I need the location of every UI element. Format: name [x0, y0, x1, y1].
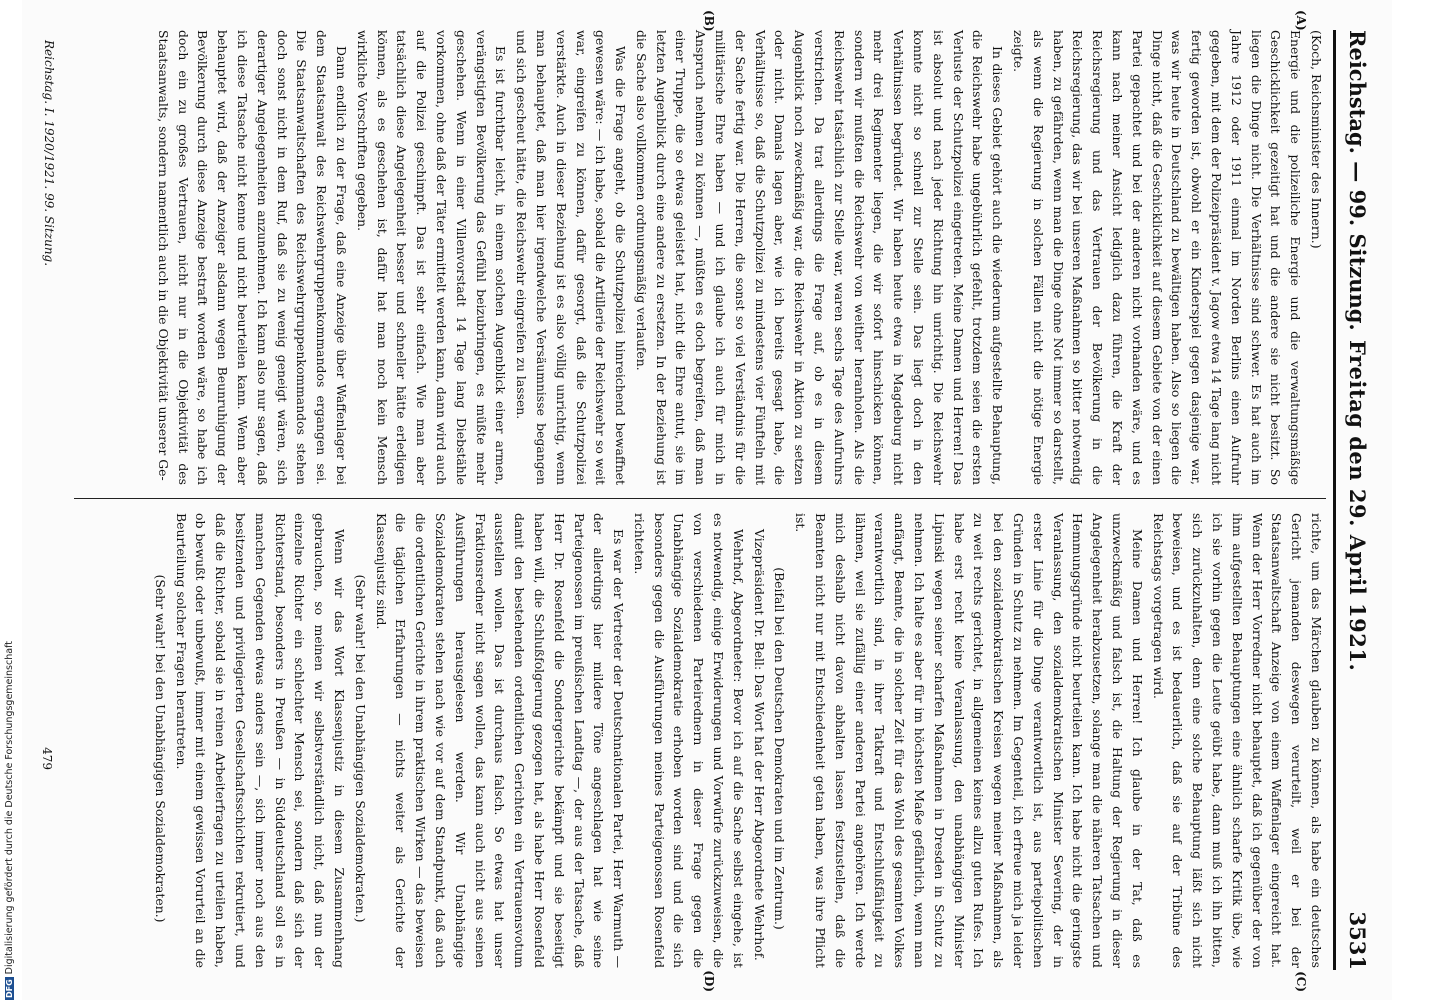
paragraph: Wenn wir das Wort Klassenjustiz in diesem Zusammenhang gebrauchen, so meinen wir selbstverständlich nicht, daß nun der einzelne Richter ein schlechter Mensch sei, sondern daß sich der Richterstand, besonders in Preußen — in Süddeutschland soll es in manchen Gegenden etwas anders sein —, sich immer noch aus den besitzenden und privilegierten Gesellschaftsschichten rekrutiert, und daß die Richter, sobald sie in reinen Arbeiterfragen zu urteilen haben, ob bewußt oder unbewußt, immer mit einem gewissen Vorurteil an die Beurteilung solcher Fragen herantreten. — [173, 513, 347, 968]
left-column — [152, 30, 1326, 485]
header-date: Freitag den 29. April 1921. — [1345, 340, 1370, 672]
paragraph: In dieses Gebiet gehört auch die wiederum aufgestellte Behauptung, die Reichswehr habe ungebührlich gefehlt, trotzdem seien die ersten Verluste der Schutzpolizei eingetreten. Meine Damen und Herren! Das ist absolut und nach jeder Richtung hin unrichtig. Die Reichswehr konnte nicht so schnell zur Stelle sein. Das liegt doch in den Verhältnissen begründet. Wir haben heute etwa in Magdeburg nicht mehr drei Regimenter liegen, die wir sofort hinschicken können, sondern wir mußten die Reichswehr von weither heranholen. Als die Reichswehr tatsächlich zur Stelle war, waren sechs Tage des Aufruhrs verstrichen. Da trat allerdings die Frage auf, ob es in diesem Augenblick noch zweckmäßig war, die Reichswehr in Aktion zu setzen oder nicht. Damals lagen aber, wie ich bereits gesagt habe, die Verhältnisse so, daß die Schutzpolizei zu mindestens vier Fünfteln mit der Sache fertig war. Die Herren, die sonst so viel Verständnis für die militärische Ehre haben — und ich glaube ich auch für mich in Anspruch nehmen zu können —, müßten es doch begreifen, daß man einer Truppe, die so etwas geleistet hat, nicht die Ehre antut, sie im letzten Augenblick durch eine andere zu ersetzen. In der Beziehung ist die Sache also vollkommen ordnungsmäßig verlaufen. — [633, 30, 1006, 485]
right-column — [149, 513, 1326, 968]
paragraph: richte, um das Märchen glauben zu können, als habe ein deutsches Gericht jemanden deswegen verurteilt, weil er bei der Staatsanwaltschaft Anzeige von einem Waffenlager eingereicht hat. Wenn der Herr Vorredner nicht behauptet, daß ich gegenüber der von ihm aufgestellten Behauptungen eine ähnlich scharfe Kritik übe, wie ich sie vorhin gegen die Leute geübt habe, dann muß ich ihn bitten, sich zurückzuhalten, denn eine solche Behauptung läßt sich nicht beweisen, und es ist bedauerlich, daß sie auf der Tribüne des Reichstags vorgetragen wird. — [1150, 513, 1324, 968]
margin-mark-a: (A) — [1294, 10, 1308, 31]
interjection: (Sehr wahr! bei den Unabhängigen Sozialdemokraten.) — [152, 574, 168, 923]
digitization-credit — [4, 600, 18, 1000]
paragraph: Was die Frage angeht, ob die Schutzpolizei hinreichend bewaffnet gewesen wäre: — ich habe, sobald die Artillerie der Reichswehr so weit war, eingreifen zu können, dafür gesorgt, daß die Schutzpolizei verstärkte. Auch in dieser Beziehung ist es also völlig unrichtig, wenn man behauptet, daß man hier irgendwelche Versäumnisse begangen und sich gescheut hätte, die Reichswehr eingreifen zu lassen. — [514, 30, 629, 485]
header-page-number: 3531 — [1345, 911, 1370, 970]
interjection: (Beifall bei den Deutschen Demokraten und im Zentrum.) — [772, 567, 788, 930]
speaker-paragraph: Vizepräsident Dr. Bell: Das Wort hat der Herr Abgeordnete Wehrhof. — [751, 529, 767, 961]
footer-page-number: 479 — [40, 747, 54, 770]
page-footer: Reichstag. I. 1920/1921. 99. Sitzung. — [42, 40, 56, 267]
dfg-logo: DFG — [5, 979, 14, 998]
document-page — [22, 0, 1392, 1000]
margin-mark-c: (C) — [1294, 971, 1308, 992]
credit-text: Digitalisierung gefördert durch die Deutsche Forschungsgemeinschaft — [4, 641, 15, 975]
paragraph: Meine Damen und Herren! Ich glaube in der Tat, daß es unzweckmäßig und falsch ist, die Haltung der Regierung in dieser Angelegenheit herabzusetzen, solange man die näheren Tatsachen und Hemmungsgründe nicht beurteilen kann. Ich habe nicht die geringste Veranlassung, den sozialdemokratischen Minister Severing, der in erster Linie für die Dinge verantwortlich ist, aus parteipolitischen Gründen in Schutz zu nehmen. Im Gegenteil, ich erfreue mich ja leider bei den sozialdemokratischen Kreisen wegen meiner Maßnahmen, als zu weit rechts gerichtet, in allgemeinen keines allzu guten Rufes. Ich habe erst recht keine Veranlassung, den unabhängigen Minister Lipinski wegen seiner scharfen Maßnahmen in Dresden in Schutz zu nehmen. Ich halte es aber für im höchsten Maße gefährlich, wenn man anfängt, Beamte, die in solcher Zeit für das Wohl des gesamten Volkes verantwortlich sind, in ihrer Tatkraft und Entschlußfähigkeit zu lähmen, weil sie zufällig einer anderen Partei angehören. Ich werde mich deshalb nicht davon abhalten lassen festzustellen, daß die Beamten nicht nur mit Entschiedenheit getan haben, was ihre Pflicht ist. — [793, 513, 1145, 968]
margin-mark-b: (B) — [702, 10, 716, 32]
speaker-paragraph: Wehrhof, Abgeordneter: Bevor ich auf die Sache selbst eingehe, ist es notwendig, einige Erwiderungen und Vorwürfe zurückzuweisen, die von verschiedenen Parteirednern in dieser Frage gegen die Unabhängige Sozialdemokratie erhoben worden sind und die sich besonders gegen die Ausführungen meines Parteigenossen Rosenfeld richteten. — [631, 513, 746, 968]
header-session: Reichstag. — 99. Sitzung. — [1345, 30, 1370, 331]
page-header — [1333, 30, 1376, 970]
paragraph: Dann endlich zu der Frage, daß eine Anzeige über Waffenlager bei dem Staatsanwalt des Reichswehrgruppenkommandos ergangen sei. Die Staatsanwaltschaften des Reichswehrgruppenkommandos stehen doch sonst nicht in dem Ruf, daß sie zu wenig geneigt wären, sich derartiger Angelegenheiten anzunehmen. Ich kann also nur sagen, daß ich diese Tatsache nicht kenne und nicht beurteilen kann. Wenn aber behauptet wird, daß der Anzeiger alsdann wegen Beunruhigung der Bevölkerung durch diese Anzeige bestraft worden wäre, so habe ich doch ein zu großes Vertrauen, nicht nur in die Objektivität des Staatsanwalts, sondern namentlich auch in die Objektivität unserer Ge- — [155, 30, 349, 485]
column-divider — [74, 498, 1326, 499]
interjection: (Sehr wahr! bei den Unabhängigen Sozialdemokraten.) — [352, 574, 368, 923]
paragraph: Energie und die polizeiliche Energie und die verwaltungsmäßige Geschicklichkeit gezeitigt hat und die andere sie nicht besitzt. So liegen die Dinge nicht. Die Verhältnisse sind schwer. Es hat auch im Jahre 1912 oder 1911 einmal im Norden Berlins einen Aufruhr gegeben, mit dem der Polizeipräsident v. Jagow etwa 14 Tage lang nicht fertig geworden ist, obwohl er ein Kinderspiel gegen dasjenige war, was wir heute in Deutschland zu bewältigen haben. Also so liegen die Dinge nicht, daß die Geschicklichkeit auf diesem Gebiete von der einen Partei gepachtet und bei der anderen nicht vorhanden wäre, und es kann nach meiner Ansicht lediglich dazu führen, die Kraft der Reichsregierung und das Vertrauen der Bevölkerung in die Reichsregierung, das wir bei unseren Maßnahmen so bitter notwendig haben, zu gefährden, wenn man die Dinge ohne Not immer so darstellt, als wenn die Regierung in solchen Fällen nicht die nötige Energie zeigte. — [1011, 30, 1304, 485]
paragraph: Es war der Vertreter der Deutschnationalen Partei, Herr Warmuth — der allerdings hier mildere Töne angeschlagen hat wie seine Parteigenossen im preußischen Landtag —, der aus der Tatsache, daß Herr Dr. Rosenfeld die Sondergerichte bekämpft und sie beseitigt haben will, die Schlußfolgerung gezogen hat, als habe Herr Rosenfeld damit den bestehenden ordentlichen Gerichten ein Vertrauensvotum ausstellen wollen. Das ist durchaus falsch. So etwas hat unser Fraktionsredner nicht sagen wollen, das kann auch nicht aus seinen Ausführungen herausgelesen werden. Wir Unabhängige Sozialdemokraten stehen nach wie vor auf dem Standpunkt, daß auch die ordentlichen Gerichte in ihrem praktischen Wirken — das beweisen die täglichen Erfahrungen — nichts weiter als Gerichte der Klassenjustiz sind. — [373, 513, 627, 968]
paragraph: Es ist furchtbar leicht, in einem solchen Augenblick einer armen, verängstigten Bevölkerung das Gefühl beizubringen, es müßte mehr geschehen. Wenn in einer Villenvorstadt 14 Tage lang Diebstähle vorkommen, ohne daß der Täter ermittelt werden kann, dann wird auch auf die Polizei geschimpft. Das ist sehr einfach. Wie man aber tatsächlich diese Angelegenheit besser und schneller hätte erledigen können, als es geschehen ist, dafür hat man noch kein Mensch wirkliche Vorschriften gegeben. — [354, 30, 509, 485]
margin-mark-d: (D) — [702, 970, 716, 992]
speaker-attribution: (Koch, Reichsminister des Innern.) — [1309, 30, 1324, 249]
